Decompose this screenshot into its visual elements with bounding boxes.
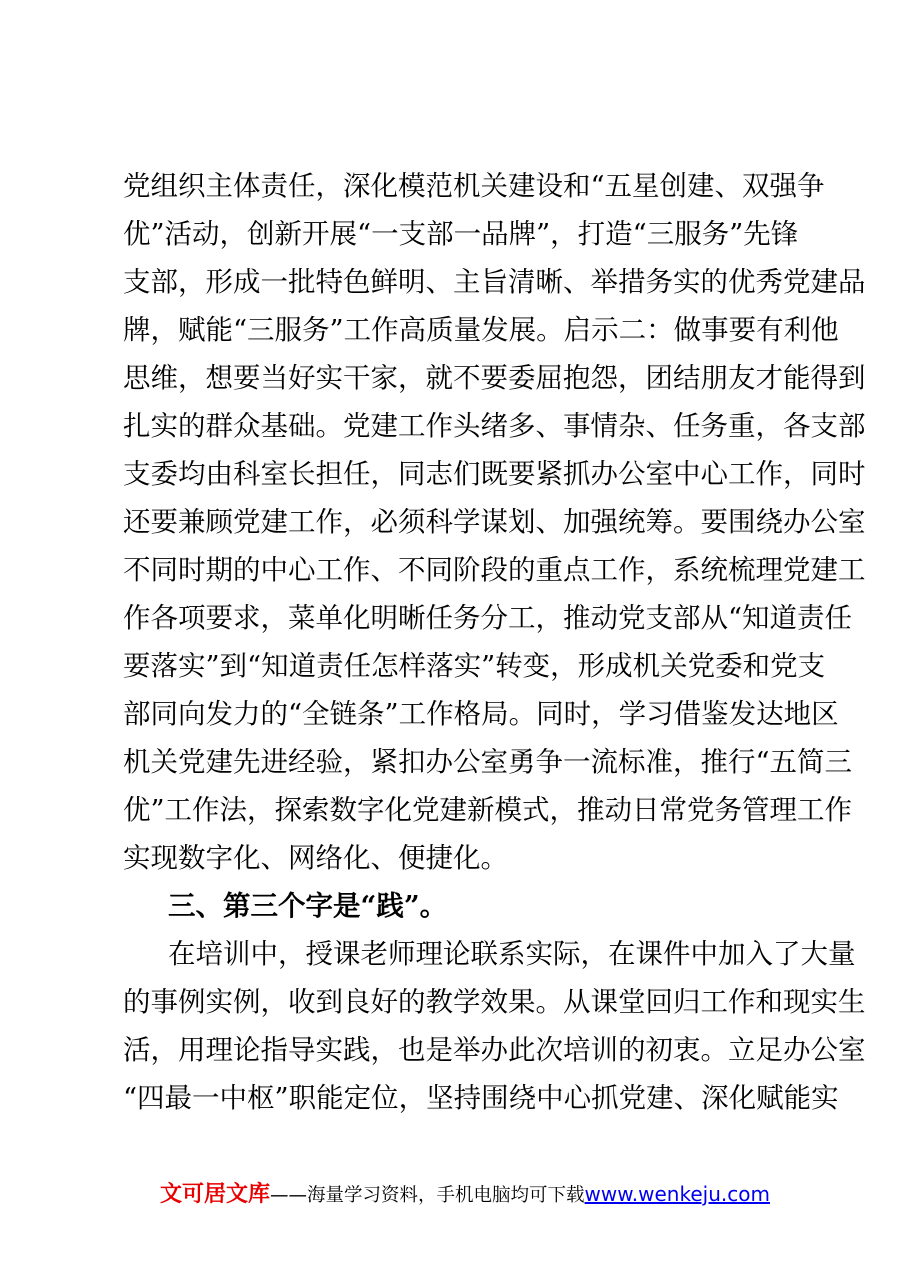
footer-brand: 文可居文库 — [160, 1182, 271, 1207]
paragraph-line: 活，用理论指导实践，也是举办此次培训的初衷。立足办公室 — [123, 1034, 866, 1066]
paragraph-line: 支部，形成一批特色鲜明、主旨清晰、举措务实的优秀党建品 — [123, 266, 866, 298]
paragraph-line: 实现数字化、网络化、便捷化。 — [123, 842, 508, 874]
footer-tagline: ——海量学习资料，手机电脑均可下载 — [270, 1185, 585, 1206]
paragraph-line: 优”活动，创新开展“一支部一品牌”，打造“三服务”先锋 — [123, 218, 799, 250]
paragraph-line: 机关党建先进经验，紧扣办公室勇争一流标准，推行“五简三 — [123, 746, 853, 778]
paragraph-line: 在培训中，授课老师理论联系实际，在课件中加入了大量 — [168, 938, 856, 970]
paragraph-line: 扎实的群众基础。党建工作头绪多、事情杂、任务重，各支部 — [123, 410, 866, 442]
paragraph-line: 牌，赋能“三服务”工作高质量发展。启示二：做事要有利他 — [123, 314, 839, 346]
paragraph-line: 不同时期的中心工作、不同阶段的重点工作，系统梳理党建工 — [123, 554, 866, 586]
footer-banner — [160, 1179, 770, 1209]
paragraph-line: 党组织主体责任，深化模范机关建设和“五星创建、双强争 — [123, 170, 825, 202]
paragraph-line: 思维，想要当好实干家，就不要委屈抱怨，团结朋友才能得到 — [123, 362, 866, 394]
paragraph-line: 还要兼顾党建工作，必须科学谋划、加强统筹。要围绕办公室 — [123, 506, 866, 538]
paragraph-line: 要落实”到“知道责任怎样落实”转变，形成机关党委和党支 — [123, 650, 826, 682]
footer-link[interactable]: www.wenkeju.com — [584, 1182, 770, 1206]
paragraph-line: 作各项要求，菜单化明晰任务分工，推动党支部从“知道责任 — [123, 602, 853, 634]
section-heading: 三、第三个字是“践”。 — [168, 890, 448, 922]
paragraph-line: 支委均由科室长担任，同志们既要紧抓办公室中心工作，同时 — [123, 458, 866, 490]
paragraph-line: “四最一中枢”职能定位，坚持围绕中心抓党建、深化赋能实 — [123, 1082, 839, 1114]
paragraph-line: 的事例实例，收到良好的教学效果。从课堂回归工作和现实生 — [123, 986, 866, 1018]
paragraph-line: 部同向发力的“全链条”工作格局。同时，学习借鉴发达地区 — [123, 698, 839, 730]
paragraph-line: 优”工作法，探索数字化党建新模式，推动日常党务管理工作 — [123, 794, 853, 826]
